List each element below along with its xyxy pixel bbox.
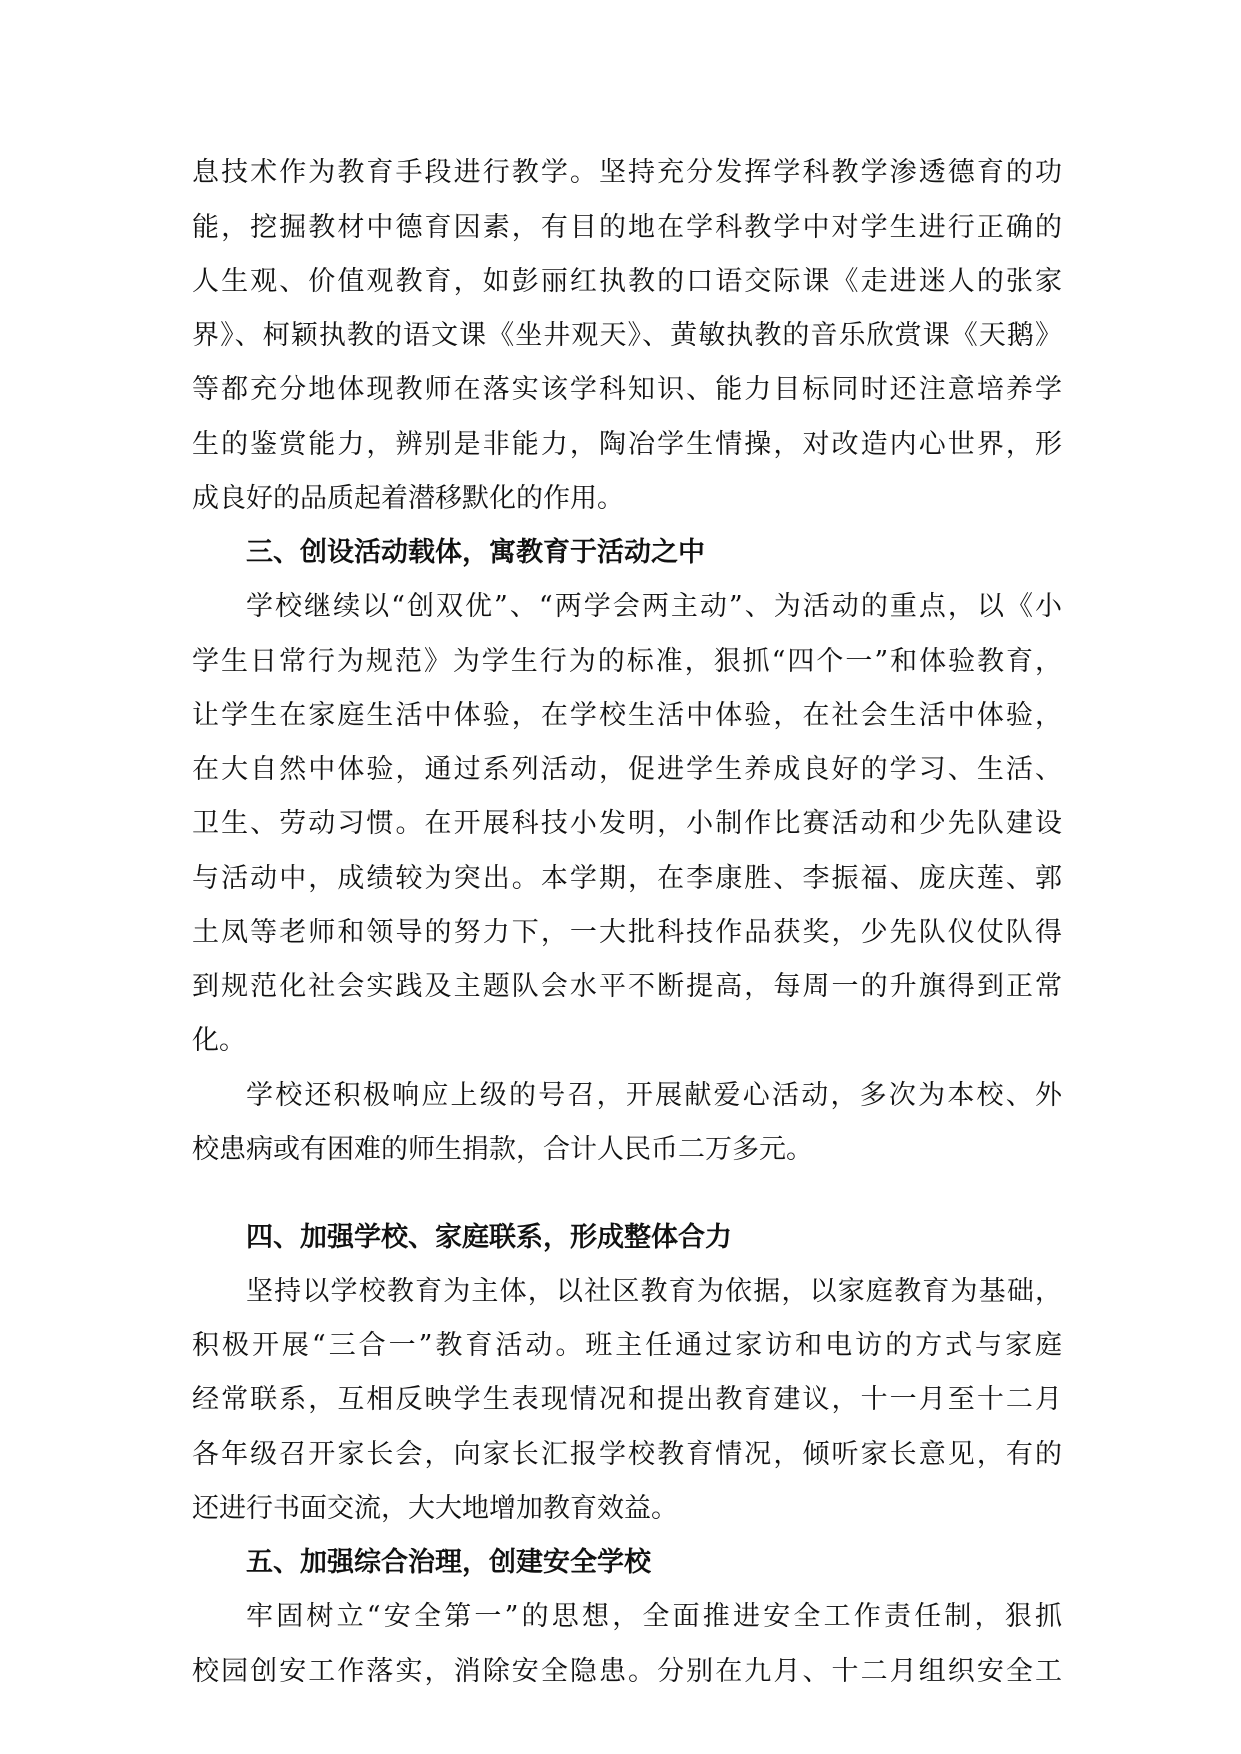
paragraph-line: 各年级召开家长会，向家长汇报学校教育情况，倾听家长意见，有的 [192,1439,1062,1470]
paragraph-line: 学生日常行为规范》为学生行为的标准，狠抓“四个一”和体验教育， [192,646,1062,677]
paragraph-line: 息技术作为教育手段进行教学。坚持充分发挥学科教学渗透德育的功 [192,157,1062,188]
paragraph-line: 牢固树立“安全第一”的思想，全面推进安全工作责任制，狠抓 [246,1601,1062,1632]
paragraph-line: 等都充分地体现教师在落实该学科知识、能力目标同时还注意培养学 [192,374,1062,405]
paragraph-line: 经常联系，互相反映学生表现情况和提出教育建议，十一月至十二月 [192,1384,1062,1415]
paragraph-line: 界》、柯颖执教的语文课《坐井观天》、黄敏执教的音乐欣赏课《天鹅》 [192,320,1062,351]
paragraph-line: 让学生在家庭生活中体验，在学校生活中体验，在社会生活中体验， [192,700,1062,731]
paragraph-line: 生的鉴赏能力，辨别是非能力，陶冶学生情操，对改造内心世界，形 [192,429,1062,460]
section-heading-4: 四、加强学校、家庭联系，形成整体合力 [246,1222,732,1253]
paragraph-line: 与活动中，成绩较为突出。本学期，在李康胜、李振福、庞庆莲、郭 [192,863,1062,894]
paragraph-line: 在大自然中体验，通过系列活动，促进学生养成良好的学习、生活、 [192,754,1062,785]
section-heading-3: 三、创设活动载体，寓教育于活动之中 [246,537,705,568]
paragraph-line: 化。 [192,1025,246,1056]
paragraph-line: 校园创安工作落实，消除安全隐患。分别在九月、十二月组织安全工 [192,1656,1062,1687]
paragraph-line: 能，挖掘教材中德育因素，有目的地在学科教学中对学生进行正确的 [192,212,1062,243]
paragraph-line: 坚持以学校教育为主体，以社区教育为依据，以家庭教育为基础， [246,1276,1062,1307]
paragraph-line: 人生观、价值观教育，如彭丽红执教的口语交际课《走进迷人的张家 [192,266,1062,297]
paragraph-line: 还进行书面交流，大大地增加教育效益。 [192,1493,678,1524]
section-heading-5: 五、加强综合治理，创建安全学校 [246,1547,651,1578]
paragraph-line: 到规范化社会实践及主题队会水平不断提高，每周一的升旗得到正常 [192,971,1062,1002]
paragraph-line: 学校还积极响应上级的号召，开展献爱心活动，多次为本校、外 [246,1080,1062,1111]
paragraph-line: 积极开展“三合一”教育活动。班主任通过家访和电访的方式与家庭 [192,1330,1062,1361]
paragraph-line: 校患病或有困难的师生捐款，合计人民币二万多元。 [192,1134,813,1165]
paragraph-line: 卫生、劳动习惯。在开展科技小发明，小制作比赛活动和少先队建设 [192,808,1062,839]
paragraph-line: 学校继续以“创双优”、“两学会两主动”、为活动的重点，以《小 [246,591,1062,622]
paragraph-line: 成良好的品质起着潜移默化的作用。 [192,483,624,514]
paragraph-line: 土凤等老师和领导的努力下，一大批科技作品获奖，少先队仪仗队得 [192,917,1062,948]
